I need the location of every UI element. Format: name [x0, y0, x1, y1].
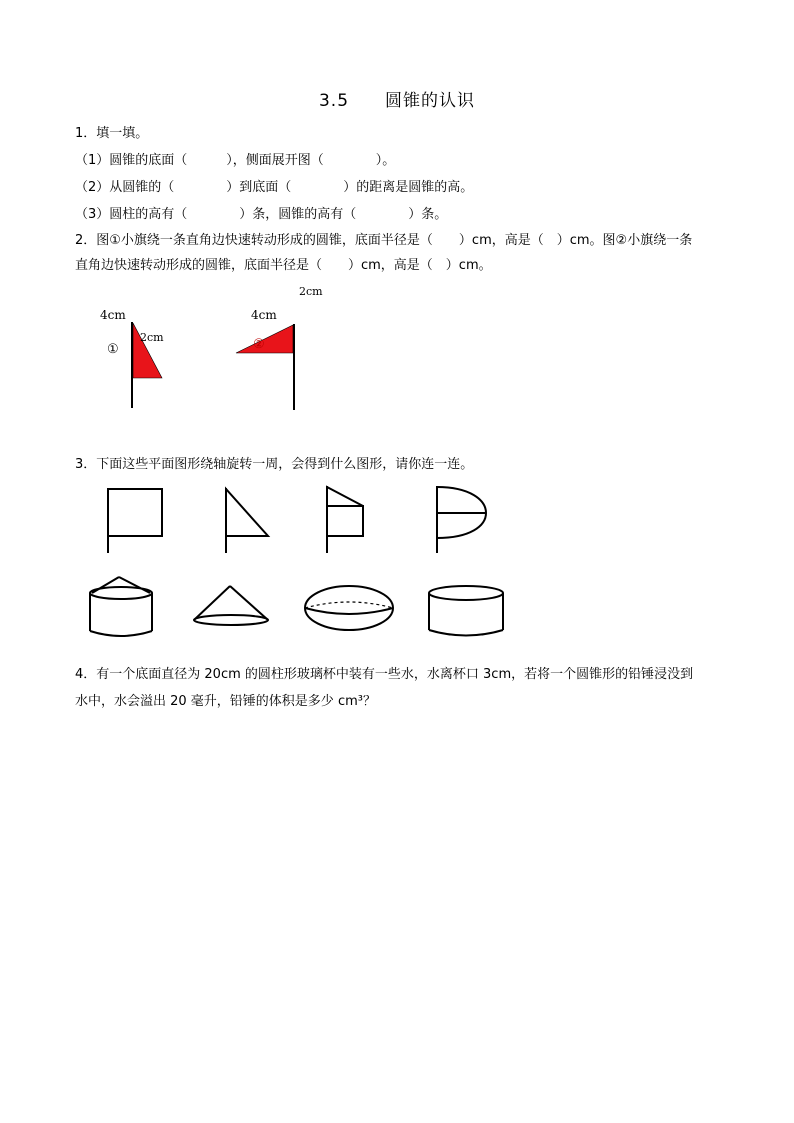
- q1-item-3: （3）圆柱的高有（ ）条，圆锥的高有（ ）条。: [75, 207, 448, 222]
- solid-cone: [194, 586, 268, 625]
- q2-line-2: 直角边快速转动形成的圆锥，底面半径是（ ）cm，高是（ ）cm。: [75, 258, 492, 273]
- q4-line-2: 水中，水会溢出 20 毫升，铅锤的体积是多少 cm³？: [75, 694, 376, 709]
- flag-2-top-label: 2cm: [299, 285, 323, 298]
- solid-cylinder: [429, 586, 503, 636]
- flag-1-side-label: 4cm: [100, 308, 126, 322]
- q2-line-1: 2．图①小旗绕一条直角边快速转动形成的圆锥，底面半径是（ ）cm，高是（ ）cm。图②小旗绕一条: [75, 233, 693, 248]
- q1-heading: 1．填一填。: [75, 126, 149, 141]
- page-title: 3.5 圆锥的认识: [318, 91, 476, 111]
- q4-line-1: 4．有一个底面直径为 20cm 的圆柱形玻璃杯中装有一些水，水离杯口 3cm，若将一个圆锥形的铅锤浸没到: [75, 667, 694, 682]
- q1-item-2: （2）从圆锥的（ ）到底面（ ）的距离是圆锥的高。: [75, 180, 474, 195]
- flag-1-hyp-label: 2cm: [140, 331, 164, 344]
- solid-cylinder-with-cone: [90, 577, 152, 636]
- flag-2-marker: ②: [253, 337, 265, 352]
- flag-1-marker: ①: [107, 342, 119, 357]
- q1-item-1: （1）圆锥的底面（ ），侧面展开图（ ）。: [75, 153, 396, 168]
- flag-2-side-label: 4cm: [251, 308, 277, 322]
- solid-sphere: [305, 586, 393, 630]
- q3-text: 3．下面这些平面图形绕轴旋转一周，会得到什么图形，请你连一连。: [75, 457, 474, 472]
